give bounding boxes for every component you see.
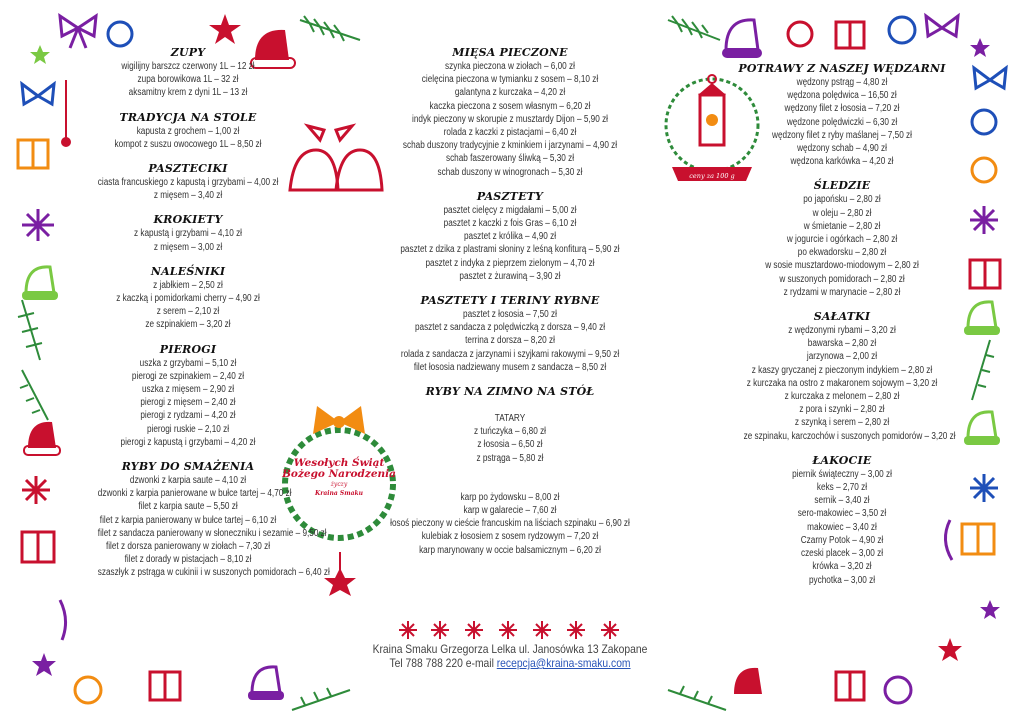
star-icon	[30, 45, 50, 64]
gift-icon	[836, 672, 864, 700]
menu-item: łosoś pieczony w cieście francuskim na liściach szpinaku – 6,90 zł	[390, 518, 630, 530]
menu-item: ze szpinakiem – 3,20 zł	[145, 319, 231, 331]
ornament-icon	[972, 110, 996, 134]
santa-hat-icon	[248, 667, 284, 700]
bow-icon	[60, 16, 96, 48]
menu-column-left	[78, 46, 330, 591]
menu-item: zupa borowikowa 1L – 32 zł	[137, 74, 239, 86]
gift-icon	[962, 524, 994, 554]
menu-item: szynka pieczona w ziołach – 6,00 zł	[445, 61, 575, 72]
menu-section	[340, 190, 680, 283]
snowflake-row	[399, 621, 619, 639]
section-title: SAŁATKI	[813, 310, 871, 324]
contact-footer	[330, 642, 690, 670]
menu-item: z rydzami w marynacie – 2,80 zł	[783, 286, 901, 298]
menu-item: z szynką i serem – 2,80 zł	[794, 417, 890, 429]
menu-item: z kurczaka na ostro z makaronem sojowym – 3,20 zł	[746, 377, 938, 389]
star-icon	[938, 638, 962, 661]
santa-hat-icon	[964, 412, 1000, 445]
fir-branch-icon	[668, 16, 720, 40]
footer-contact	[355, 656, 665, 670]
menu-spacer	[340, 399, 680, 412]
bow-icon	[974, 68, 1006, 88]
menu-item: ciasta francuskiego z kapustą i grzybami – 4,00 zł	[97, 177, 279, 189]
snowflake-icon	[22, 476, 50, 504]
menu-item: wędzony pstrąg – 4,80 zł	[796, 77, 888, 88]
menu-item: z mięsem – 3,40 zł	[153, 190, 223, 202]
menu-item: kompot z suszu owocowego 1L – 8,50 zł	[114, 138, 262, 150]
menu-item: z kurczaka z melonem – 2,80 zł	[784, 391, 900, 403]
menu-item: jarzynowa – 2,00 zł	[806, 351, 878, 363]
menu-section	[78, 46, 298, 100]
menu-item: filet z karpia panierowany w bułce tartej – 6,10 zł	[99, 514, 277, 526]
fir-branch-icon	[292, 688, 350, 710]
menu-item: z mięsem – 3,00 zł	[153, 241, 223, 253]
gift-icon	[22, 532, 54, 562]
menu-item: pasztet z dzika z plastrami słoniny z leśną konfiturą – 5,90 zł	[400, 244, 620, 256]
footer-phone: Tel 788 788 220 e-mail	[389, 656, 497, 670]
menu-item: pierogi ruskie – 2,10 zł	[146, 423, 230, 435]
bow-icon	[22, 84, 54, 104]
menu-item: po japońsku – 2,80 zł	[803, 194, 881, 206]
menu-item: galantyna z kurczaka – 4,20 zł	[454, 87, 566, 99]
menu-section	[722, 310, 962, 443]
menu-section	[78, 213, 298, 253]
menu-item: w jogurcie i ogórkach – 2,80 zł	[786, 234, 898, 246]
menu-item: schab faszerowany śliwką – 5,30 zł	[445, 153, 575, 165]
menu-item: filet z karpia saute – 5,50 zł	[138, 501, 238, 513]
fir-branch-icon	[18, 300, 42, 360]
menu-item: z kaczką i pomidorkami cherry – 4,90 zł	[116, 293, 260, 305]
holly-icon	[62, 80, 70, 146]
price-unit-label: ceny za 100 g	[689, 172, 735, 180]
section-title: PIEROGI	[159, 342, 217, 356]
menu-section	[722, 179, 962, 299]
menu-item: sero-makowiec – 3,50 zł	[797, 508, 887, 520]
menu-item: wędzony filet z ryby maślanej – 7,50 zł	[772, 129, 912, 141]
wreath-greeting-from: życzy	[330, 481, 348, 488]
menu-item: TATARY	[494, 413, 526, 425]
menu-item: filet z dorsza panierowany w ziołach – 7,30 zł	[105, 541, 271, 553]
menu-item: szaszłyk z pstrąga w cukinii i w suszonych pomidorach – 6,40 zł	[97, 567, 330, 579]
section-title: POTRAWY Z NASZEJ WĘDZARNI	[738, 62, 946, 75]
menu-item: uszka z grzybami – 5,10 zł	[139, 357, 237, 369]
menu-item: Czarny Potok – 4,90 zł	[800, 534, 884, 546]
santa-hat-icon	[734, 668, 762, 694]
menu-item: z serem – 2,10 zł	[156, 306, 220, 318]
santa-hat-icon	[722, 20, 762, 58]
menu-section	[340, 294, 680, 374]
menu-item: pasztet cielęcy z migdałami – 5,00 zł	[443, 204, 577, 216]
menu-spacer	[340, 478, 680, 491]
santa-hat-icon	[22, 267, 58, 300]
menu-item: terrina z dorsza – 8,20 zł	[465, 335, 555, 347]
menu-section	[722, 454, 962, 587]
menu-item: aksamitny krem z dyni 1L – 13 zł	[128, 87, 248, 99]
section-title: RYBY NA ZIMNO NA STÓŁ	[425, 385, 595, 399]
star-icon	[32, 653, 56, 676]
menu-item: sernik – 3,40 zł	[814, 495, 870, 507]
menu-item: pasztet z królika – 4,90 zł	[463, 231, 557, 243]
menu-item: pasztet z żurawiną – 3,90 zł	[459, 270, 561, 282]
menu-section	[78, 162, 298, 202]
menu-section	[78, 111, 298, 151]
ornament-icon	[75, 677, 101, 703]
menu-item: kaczka pieczona z sosem własnym – 6,20 zł	[429, 100, 591, 112]
menu-item: wigilijny barszcz czerwony 1L – 12 zł	[121, 61, 255, 72]
menu-item: kapusta z grochem – 1,00 zł	[136, 125, 240, 137]
menu-item: z pora i szynki – 2,80 zł	[799, 404, 885, 416]
menu-item: pierogi z kapustą i grzybami – 4,20 zł	[120, 436, 256, 448]
menu-item: wędzony schab – 4,90 zł	[797, 143, 887, 155]
menu-section	[78, 343, 298, 449]
menu-item: z tuńczyka – 6,80 zł	[473, 426, 547, 438]
menu-item: dzwonki z karpia panierowane w bułce tartej – 4,70 zł	[97, 488, 292, 500]
menu-item: wędzony filet z łososia – 7,20 zł	[784, 103, 900, 115]
section-title: NALEŚNIKI	[150, 264, 226, 278]
menu-column-middle	[340, 46, 680, 568]
menu-item: pasztet z kaczki z fois Gras – 6,10 zł	[443, 218, 577, 230]
menu-section	[78, 460, 330, 580]
menu-section	[722, 62, 962, 168]
section-title: PASZTECIKI	[148, 162, 228, 176]
menu-item: w suszonych pomidorach – 2,80 zł	[779, 273, 905, 285]
menu-item: z pstrąga – 5,80 zł	[476, 452, 544, 464]
section-title: ŚLEDZIE	[813, 179, 871, 193]
footer-address: Kraina Smaku Grzegorza Lelka ul. Janosówka 13 Zakopane	[372, 642, 648, 656]
section-title: ŁAKOCIE	[812, 453, 872, 467]
section-title: MIĘSA PIECZONE	[452, 46, 568, 59]
gift-icon	[18, 140, 48, 168]
menu-item: pasztet z indyka z pieprzem zielonym – 4,70 zł	[425, 257, 595, 269]
menu-item: wędzona polędwica – 16,50 zł	[787, 90, 897, 102]
footer-email-link[interactable]: recepcja@kraina-smaku.com	[496, 656, 631, 670]
ornament-icon	[889, 17, 915, 43]
gift-icon	[150, 672, 180, 700]
ornament-icon	[788, 22, 812, 46]
snowflake-icon	[22, 209, 54, 241]
ornament-icon	[885, 677, 911, 703]
menu-item: pierogi z rydzami – 4,20 zł	[140, 410, 236, 422]
section-title: ZUPY	[170, 46, 206, 59]
menu-item: w sosie musztardowo-miodowym – 2,80 zł	[765, 260, 919, 272]
menu-item: w śmietanie – 2,80 zł	[803, 220, 881, 232]
menu-spacer	[340, 465, 680, 478]
menu-item: karp po żydowsku – 8,00 zł	[460, 491, 560, 503]
menu-item: piernik świąteczny – 3,00 zł	[792, 468, 892, 480]
menu-item: filet z sandacza panierowany w słoneczniku i sezamie – 9,50 zł	[97, 527, 327, 539]
menu-item: karp w galarecie – 7,60 zł	[463, 505, 557, 517]
snowflake-icon	[970, 206, 998, 234]
menu-item: pasztet z sandacza z polędwiczką z dorsza – 9,40 zł	[414, 322, 606, 334]
section-title: PASZTETY I TERINY RYBNE	[420, 294, 600, 308]
wreath-greeting-title: Wesołych Świąt Bożego Narodzenia	[282, 457, 396, 480]
bow-icon	[926, 16, 958, 36]
menu-item: kulebiak z łososiem z sosem rydzowym – 7,20 zł	[421, 531, 599, 543]
fir-branch-icon	[20, 370, 48, 420]
menu-section	[340, 46, 680, 179]
menu-item: z wędzonymi rybami – 3,20 zł	[788, 325, 896, 337]
menu-item: filet z dorady w pistacjach – 8,10 zł	[124, 554, 252, 566]
santa-hat-icon	[24, 422, 60, 455]
menu-item: indyk pieczony w skorupie z musztardy Dijon – 5,90 zł	[412, 113, 608, 125]
fir-branch-icon	[972, 340, 994, 400]
menu-item: ze szpinaku, karczochów i suszonych pomidorów – 3,20 zł	[743, 430, 956, 442]
menu-section	[340, 385, 680, 557]
menu-item: z kaszy gryczanej z pieczonym indykiem – 2,80 zł	[751, 364, 933, 376]
menu-section	[78, 265, 298, 332]
ornament-icon	[972, 158, 996, 182]
menu-item: makowiec – 3,40 zł	[807, 521, 877, 533]
menu-item: cielęcina pieczona w tymianku z sosem – 8,10 zł	[421, 74, 599, 86]
menu-item: karp marynowany w occie balsamicznym – 6,20 zł	[419, 544, 601, 556]
section-title: RYBY DO SMAŻENIA	[121, 460, 255, 474]
menu-item: wędzone polędwiczki – 6,30 zł	[786, 116, 898, 128]
holly-icon	[60, 600, 66, 640]
menu-item: dzwonki z karpia saute – 4,10 zł	[129, 475, 247, 487]
menu-item: pierogi z mięsem – 2,40 zł	[140, 397, 236, 409]
ornament-icon	[108, 22, 132, 46]
menu-item: pierogi ze szpinakiem – 2,40 zł	[131, 370, 245, 382]
menu-item: schab duszony tradycyjnie z kminkiem i jarzynami – 4,90 zł	[402, 140, 618, 152]
section-title: PASZTETY	[476, 189, 544, 203]
menu-item: filet łososia nadziewany musem z sandacza – 8,50 zł	[413, 361, 607, 373]
menu-item: w oleju – 2,80 zł	[812, 207, 872, 219]
menu-item: krówka – 3,20 zł	[812, 561, 872, 573]
menu-item: rolada z sandacza z jarzynami i szyjkami rakowymi – 9,50 zł	[400, 348, 620, 360]
section-title: TRADYCJA NA STOLE	[119, 110, 257, 124]
menu-item: z jabłkiem – 2,50 zł	[153, 279, 223, 291]
menu-item: czeski placek – 3,00 zł	[800, 548, 884, 560]
star-icon	[209, 14, 241, 44]
fir-branch-icon	[668, 686, 726, 710]
section-title: KROKIETY	[153, 213, 223, 227]
wreath-greeting-signature: Kraina Smaku	[315, 490, 363, 497]
menu-item: keks – 2,70 zł	[816, 482, 868, 494]
snowflake-icon	[970, 474, 998, 502]
menu-item: z kapustą i grzybami – 4,10 zł	[133, 228, 243, 240]
star-icon	[980, 600, 1000, 619]
menu-item: z łososia – 6,50 zł	[477, 439, 543, 451]
menu-item: rolada z kaczki z pistacjami – 6,40 zł	[443, 127, 577, 139]
menu-item: po ekwadorsku – 2,80 zł	[797, 247, 887, 259]
fir-branch-icon	[300, 16, 360, 41]
gift-icon	[970, 260, 1000, 288]
menu-item: uszka z mięsem – 2,90 zł	[141, 384, 235, 396]
menu-item: wędzona karkówka – 4,20 zł	[790, 156, 894, 168]
star-icon	[970, 38, 990, 57]
santa-hat-icon	[964, 302, 1000, 335]
menu-item: schab duszony w winogronach – 5,30 zł	[437, 166, 583, 178]
menu-item: pasztet z łososia – 7,50 zł	[463, 309, 557, 321]
menu-column-right	[722, 62, 962, 598]
menu-item: bawarska – 2,80 zł	[807, 338, 877, 350]
menu-item: pychotka – 3,00 zł	[808, 574, 876, 586]
gift-icon	[836, 22, 864, 48]
